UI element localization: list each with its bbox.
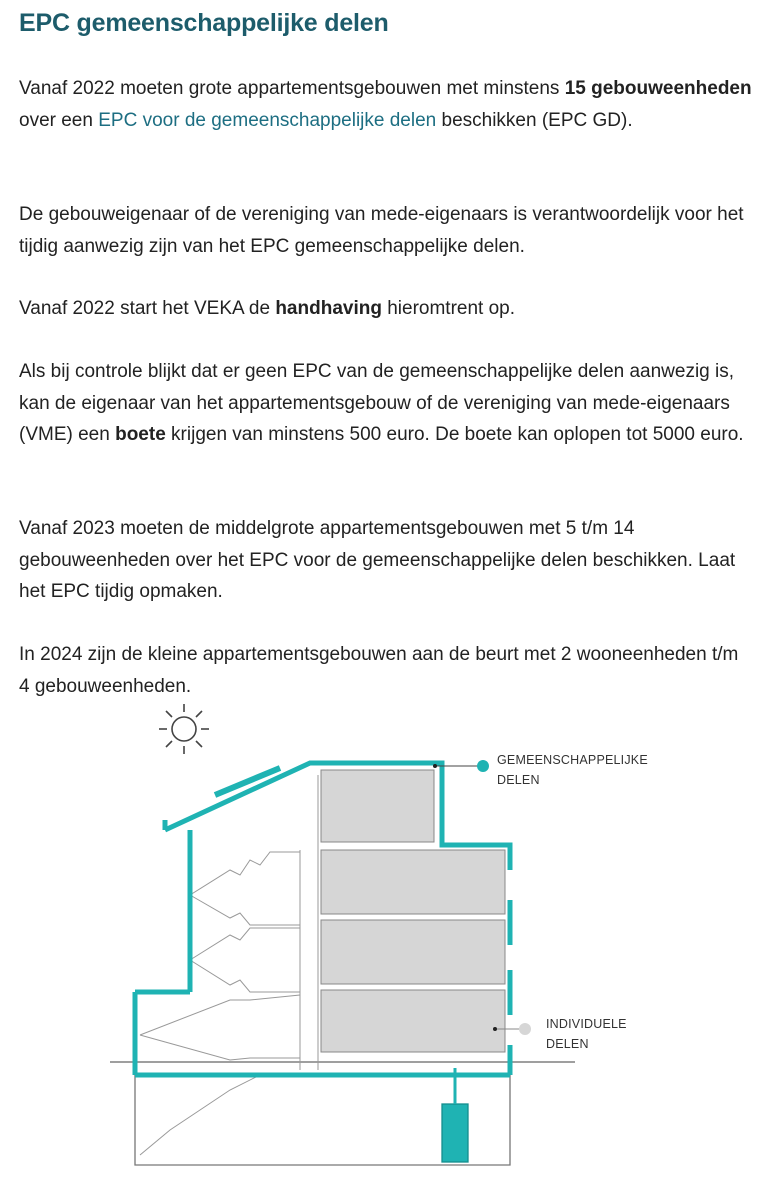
common-shell [135,763,510,1075]
paragraph-2024-small: In 2024 zijn de kleine appartementsgebouwen aan de beurt met 2 wooneenheden t/m 4 gebouweenheden. [19,644,739,697]
paragraph-fine [19,356,754,451]
text: krijgen van minstens 500 euro. De boete kan oplopen tot 5000 euro. [165,424,744,445]
text: beschikken (EPC GD). [436,109,633,131]
legend-common [433,753,648,787]
text: Als bij controle blijkt dat er geen EPC van de gemeenschappelijke delen aanwezig is, kan de eigenaar van het appartementsgebouw of de vereniging van mede-eigenaars (VME) een [19,361,735,445]
legend-common-label-1: GEMEENSCHAPPELIJKE [497,753,648,767]
text: over een [19,109,99,131]
legend-individual [493,1017,627,1051]
paragraph-2023-medium: Vanaf 2023 moeten de middelgrote appartementsgebouwen met 5 t/m 14 gebouweenheden over het EPC voor de gemeenschappelijke delen beschikken. Laat het EPC tijdig opmaken. [19,518,736,602]
staircase [140,775,318,1155]
epc-gd-link[interactable]: EPC voor de gemeenschappelijke delen [98,109,437,131]
individual-units [321,770,505,1052]
paragraph-responsibility: De gebouweigenaar of de vereniging van mede-eigenaars is verantwoordelijk voor het tijdig aanwezig zijn van het EPC gemeenschappelijke delen. [19,204,744,257]
legend-common-label-2: DELEN [497,773,540,787]
text: hieromtrent op. [381,298,516,319]
paragraph-2022-large [19,73,754,136]
bold-text: handhaving [275,298,382,319]
text: Vanaf 2022 moeten grote appartementsgebouwen met minstens [19,78,565,99]
text: Vanaf 2022 start het VEKA de [19,298,276,319]
legend-individual-label-2: DELEN [546,1037,589,1051]
page-title: EPC gemeenschappelijke delen [19,9,389,37]
sun-icon [159,704,209,754]
bold-text: 15 gebouweenheden [564,78,752,99]
legend-individual-label-1: INDIVIDUELE [546,1017,627,1031]
paragraph-enforcement [19,293,754,325]
basement [135,1068,510,1165]
solar-panel [215,768,280,795]
bold-text: boete [115,424,166,445]
